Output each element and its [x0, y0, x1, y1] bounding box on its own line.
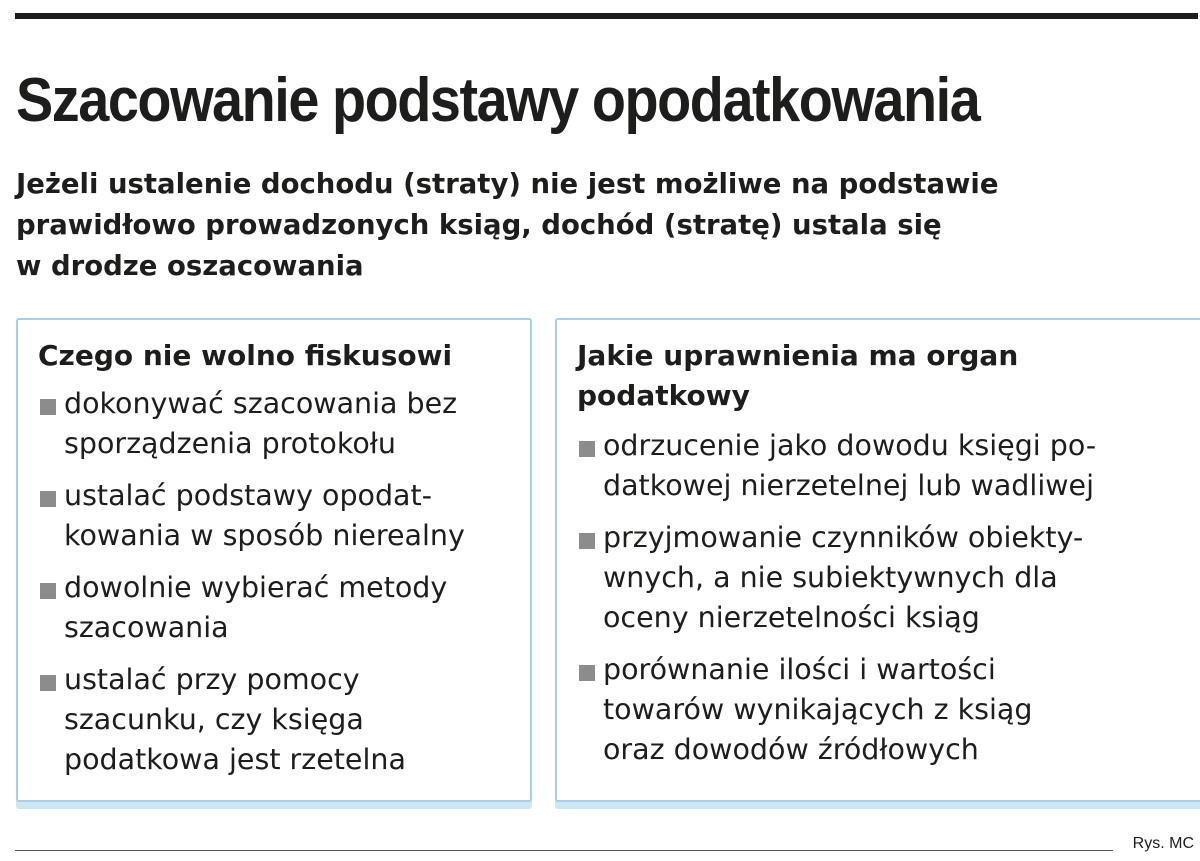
top-rule — [15, 13, 1198, 19]
square-bullet-icon — [579, 665, 595, 681]
powers-title — [577, 336, 1018, 416]
box-title-line: Jakie uprawnienia ma organ — [577, 339, 1019, 372]
list-item — [577, 650, 1096, 770]
infographic-title: Szacowanie podstawy opodatkowania — [16, 66, 980, 135]
square-bullet-icon — [40, 675, 56, 691]
item-line: odrzucenie jako dowodu księgi po- — [603, 429, 1097, 462]
powers-box — [555, 318, 1200, 802]
source-credit: Rys. MC — [1132, 835, 1194, 852]
item-line: szacowania — [64, 611, 229, 644]
item-line: towarów wynikających z ksiąg — [603, 693, 1033, 726]
prohibitions-title — [38, 336, 452, 376]
item-line: wnych, a nie subiektywnych dla — [603, 561, 1058, 594]
item-line: sporządzenia protokołu — [64, 427, 396, 460]
item-line: ustalać podstawy opodat- — [64, 479, 432, 512]
square-bullet-icon — [40, 491, 56, 507]
square-bullet-icon — [579, 533, 595, 549]
lead-line: prawidłowo prowadzonych ksiąg, dochód (stratę) ustala się — [16, 209, 942, 241]
item-line: ustalać przy pomocy — [64, 663, 360, 696]
item-line: datkowej nierzetelnej lub wadliwej — [603, 469, 1094, 502]
item-line: podatkowa jest rzetelna — [64, 743, 406, 776]
list-item — [38, 568, 465, 648]
list-item — [38, 384, 465, 464]
list-item — [38, 476, 465, 556]
item-line: porównanie ilości i wartości — [603, 653, 996, 686]
item-line: szacunku, czy księga — [64, 703, 364, 736]
lead-paragraph — [16, 164, 1176, 287]
square-bullet-icon — [40, 399, 56, 415]
item-line: oraz dowodów źródłowych — [603, 733, 979, 766]
box-title-line: Czego nie wolno fiskusowi — [38, 339, 453, 372]
item-line: kowania w sposób nierealny — [64, 519, 465, 552]
item-line: oceny nierzetelności ksiąg — [603, 601, 980, 634]
item-line: dowolnie wybierać metody — [64, 571, 448, 604]
square-bullet-icon — [40, 583, 56, 599]
prohibitions-box — [16, 318, 532, 802]
square-bullet-icon — [579, 441, 595, 457]
item-line: przyjmowanie czynników obiekty- — [603, 521, 1084, 554]
powers-list — [577, 426, 1096, 782]
box-title-line: podatkowy — [577, 379, 750, 412]
list-item — [38, 660, 465, 780]
lead-line: Jeżeli ustalenie dochodu (straty) nie jest możliwe na podstawie — [16, 168, 999, 200]
list-item — [577, 518, 1096, 638]
lead-line: w drodze oszacowania — [16, 250, 364, 282]
list-item — [577, 426, 1096, 506]
item-line: dokonywać szacowania bez — [64, 387, 458, 420]
bottom-rule — [15, 850, 1113, 851]
prohibitions-list — [38, 384, 465, 792]
